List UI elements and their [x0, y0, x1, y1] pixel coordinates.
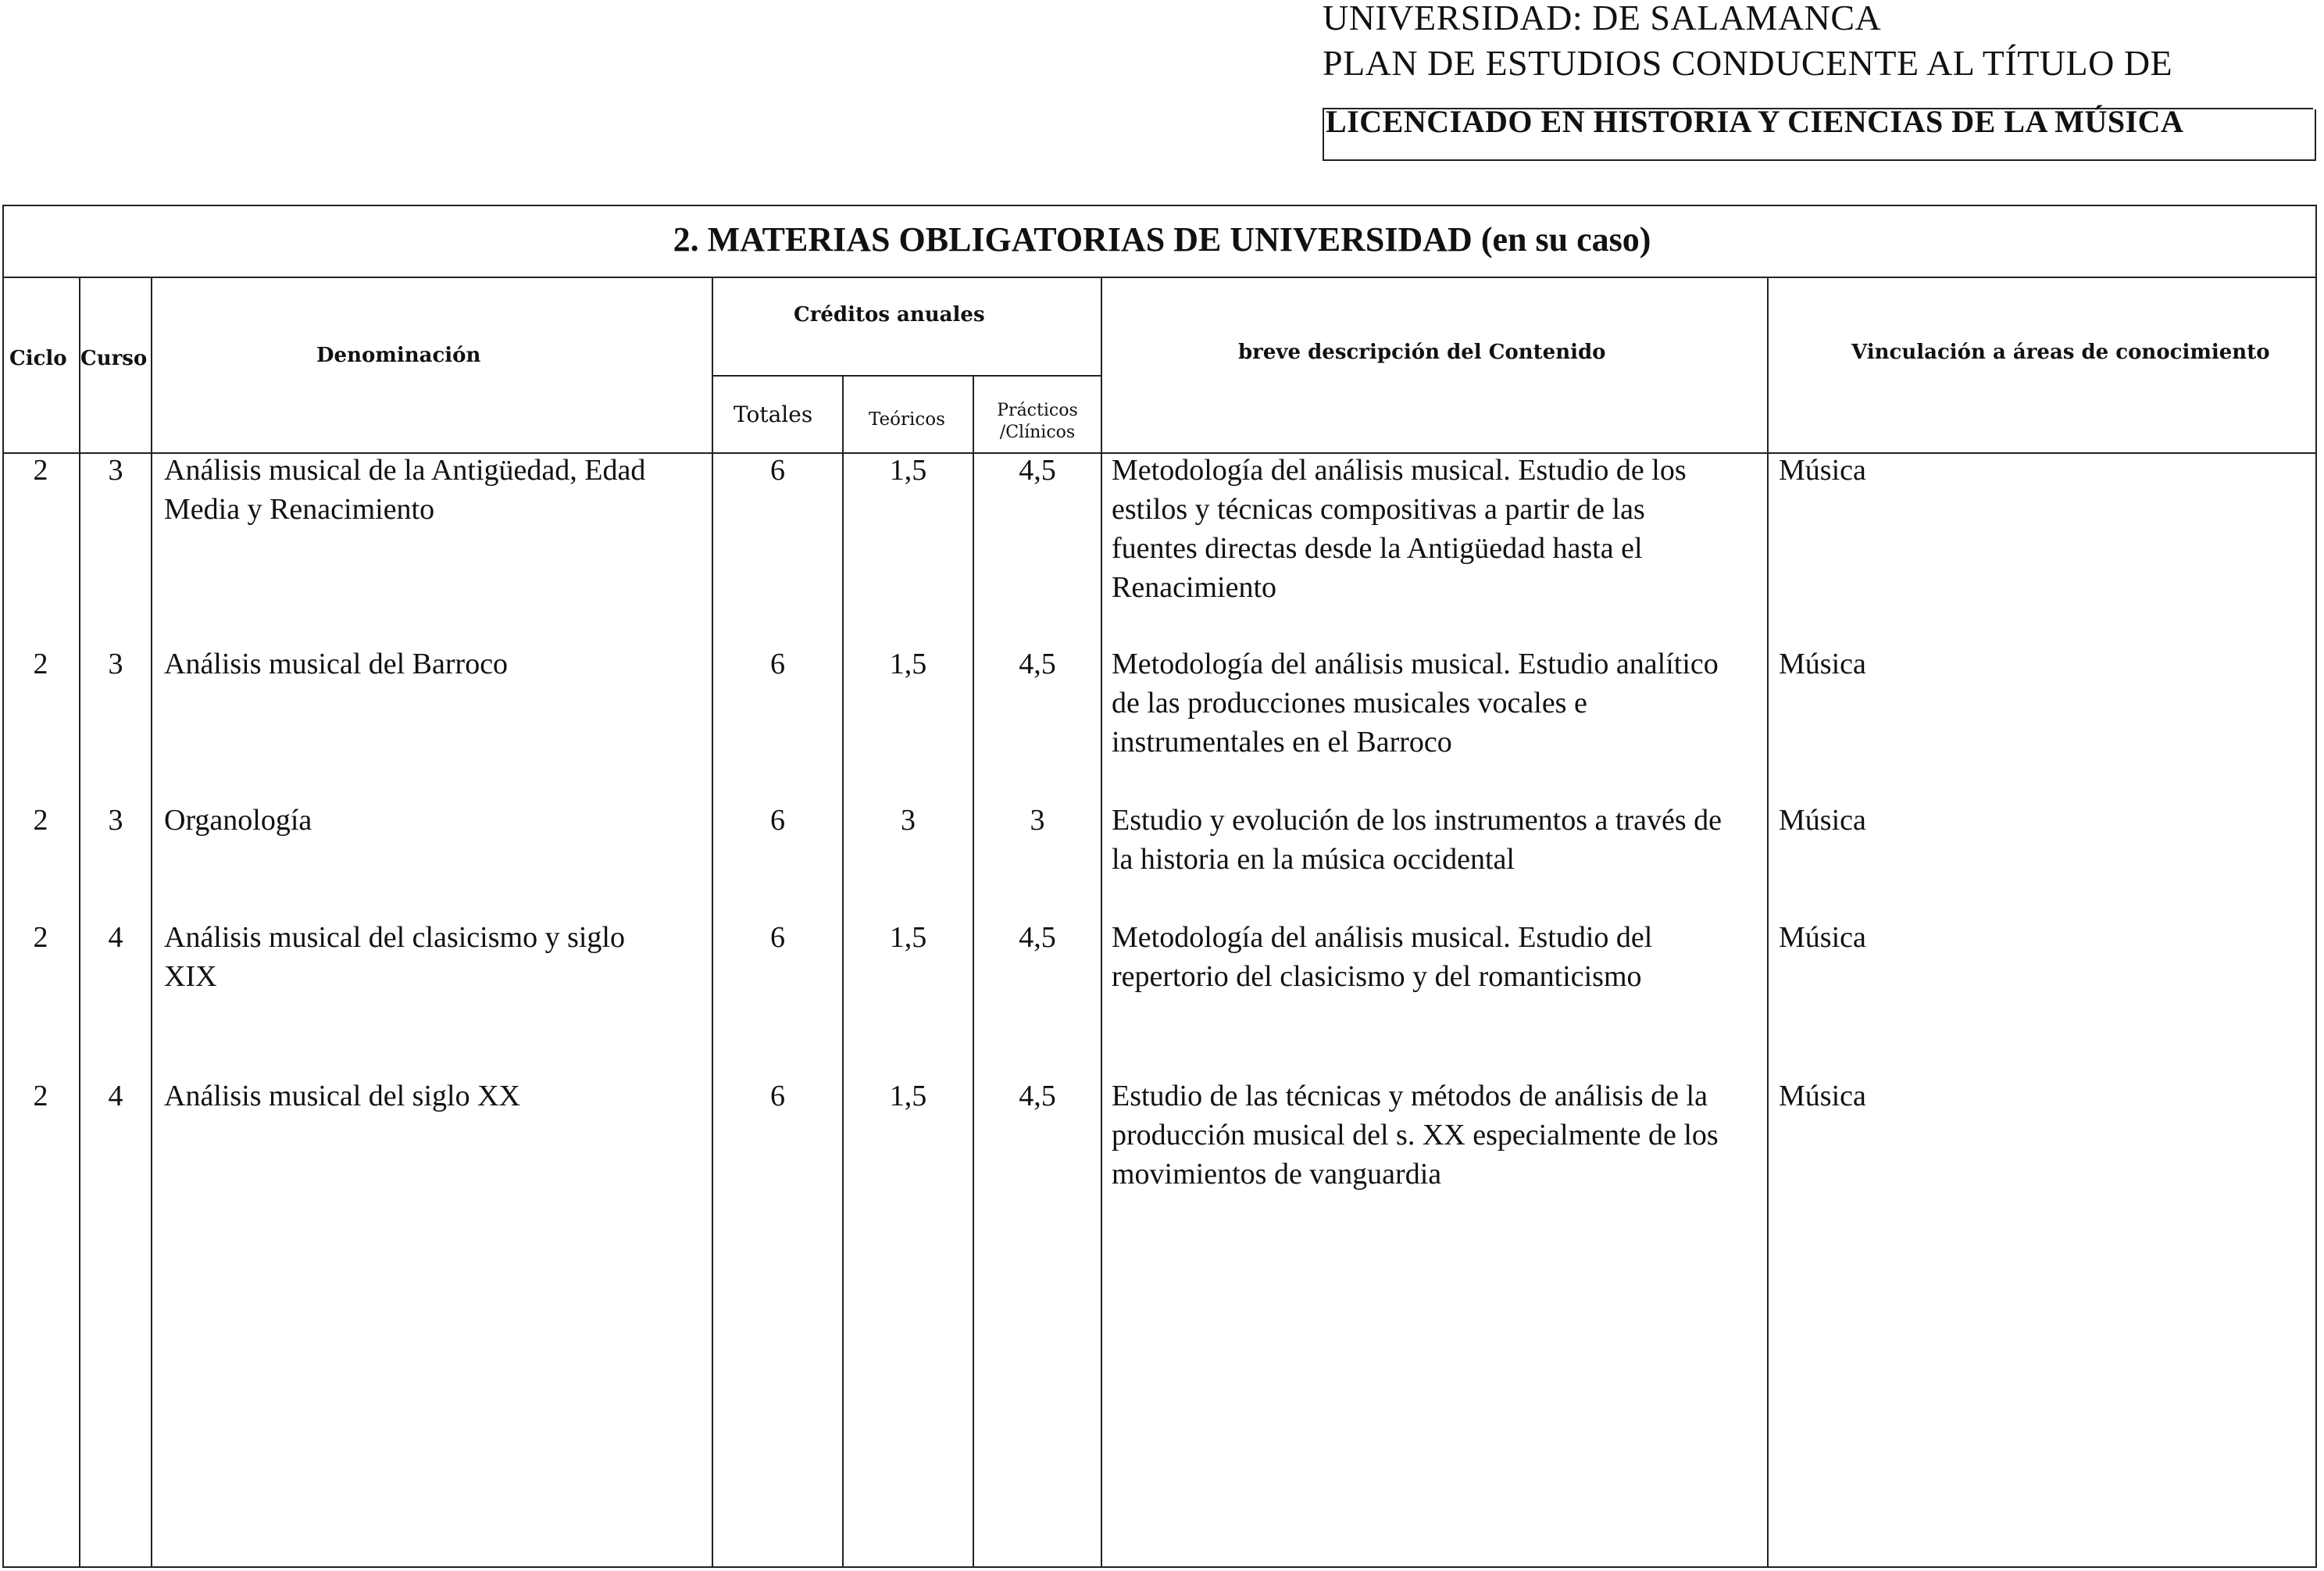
- cell-curso: 4: [108, 921, 123, 954]
- cell-ciclo: 2: [33, 1080, 48, 1112]
- header-descripcion: breve descripción del Contenido: [1238, 341, 1606, 364]
- cell-totales: 6: [770, 804, 785, 837]
- cell-curso: 3: [108, 648, 123, 680]
- cell-ciclo: 2: [33, 804, 48, 837]
- cell-descripcion-line: la historia en la música occidental: [1112, 843, 1515, 876]
- cell-teoricos: 1,5: [889, 1080, 927, 1112]
- header-teoricos: Teóricos: [869, 409, 945, 430]
- cell-ciclo: 2: [33, 454, 48, 487]
- cell-descripcion-line: repertorio del clasicismo y del romanticismo: [1112, 960, 1642, 993]
- cell-descripcion: [1112, 451, 1764, 607]
- header-ciclo: Ciclo: [9, 347, 67, 370]
- header-creditos: Créditos anuales: [794, 303, 985, 327]
- cell-denominacion: [164, 918, 711, 996]
- col-divider-descripcion: [1767, 277, 1769, 1568]
- cell-denominacion: [164, 1076, 711, 1116]
- header-practicos: [974, 400, 1101, 444]
- cell-descripcion-line: Metodología del análisis musical. Estudio de los: [1112, 454, 1687, 487]
- cell-teoricos: 1,5: [889, 454, 927, 487]
- cell-curso: 3: [108, 804, 123, 837]
- cell-descripcion: [1112, 644, 1764, 762]
- col-divider-creditos: [1101, 277, 1102, 1568]
- cell-descripcion-line: Estudio de las técnicas y métodos de análisis de la: [1112, 1080, 1708, 1112]
- header-vinculacion: Vinculación a áreas de conocimiento: [1851, 341, 2270, 364]
- cell-descripcion: [1112, 1076, 1764, 1194]
- cell-descripcion: [1112, 918, 1764, 996]
- cell-teoricos: 3: [901, 804, 916, 837]
- cell-denominacion-line: Análisis musical del clasicismo y siglo: [164, 921, 625, 954]
- cell-denominacion-line: Análisis musical de la Antigüedad, Edad: [164, 454, 646, 487]
- cell-descripcion-line: Estudio y evolución de los instrumentos a través de: [1112, 804, 1722, 837]
- header-practicos-line2: /Clínicos: [999, 423, 1076, 442]
- cell-practicos: 4,5: [1019, 454, 1056, 487]
- plan-title: PLAN DE ESTUDIOS CONDUCENTE AL TÍTULO DE: [1323, 43, 2173, 83]
- cell-vinculacion: Música: [1779, 921, 1866, 954]
- cell-practicos: 3: [1030, 804, 1045, 837]
- subjects-table: [2, 205, 2317, 1568]
- header-denominacion: Denominación: [316, 344, 481, 367]
- col-divider-curso: [151, 277, 152, 1568]
- cell-ciclo: 2: [33, 648, 48, 680]
- cell-descripcion-line: estilos y técnicas compositivas a partir de las: [1112, 493, 1645, 526]
- cell-vinculacion: Música: [1779, 1080, 1866, 1112]
- cell-denominacion: [164, 451, 711, 529]
- cell-descripcion-line: Renacimiento: [1112, 571, 1277, 604]
- cell-descripcion: [1112, 801, 1764, 879]
- university-name: UNIVERSIDAD: DE SALAMANCA: [1323, 0, 1882, 37]
- col-divider-totales: [842, 375, 844, 1568]
- cell-totales: 6: [770, 648, 785, 680]
- cell-vinculacion: Música: [1779, 454, 1866, 487]
- cell-ciclo: 2: [33, 921, 48, 954]
- cell-teoricos: 1,5: [889, 648, 927, 680]
- cell-totales: 6: [770, 1080, 785, 1112]
- cell-descripcion-line: Metodología del análisis musical. Estudio del: [1112, 921, 1653, 954]
- cell-descripcion-line: movimientos de vanguardia: [1112, 1158, 1442, 1191]
- cell-descripcion-line: instrumentales en el Barroco: [1112, 726, 1452, 759]
- cell-teoricos: 1,5: [889, 921, 927, 954]
- creditos-separator: [712, 375, 1101, 377]
- cell-descripcion-line: fuentes directas desde la Antigüedad hasta el: [1112, 532, 1643, 565]
- cell-denominacion-line: XIX: [164, 960, 217, 993]
- cell-descripcion-line: de las producciones musicales vocales e: [1112, 687, 1587, 719]
- cell-denominacion-line: Análisis musical del Barroco: [164, 648, 509, 680]
- cell-denominacion-line: Organología: [164, 804, 312, 837]
- header-curso: Curso: [80, 347, 148, 370]
- cell-denominacion-line: Media y Renacimiento: [164, 493, 435, 526]
- section-title: 2. MATERIAS OBLIGATORIAS DE UNIVERSIDAD (en su caso): [673, 220, 1651, 259]
- degree-title: LICENCIADO EN HISTORIA Y CIENCIAS DE LA MÚSICA: [1326, 104, 2184, 139]
- cell-denominacion-line: Análisis musical del siglo XX: [164, 1080, 520, 1112]
- header-practicos-line1: Prácticos: [997, 401, 1078, 420]
- cell-practicos: 4,5: [1019, 648, 1056, 680]
- cell-denominacion: [164, 801, 711, 840]
- cell-totales: 6: [770, 921, 785, 954]
- cell-denominacion: [164, 644, 711, 684]
- col-divider-teoricos: [973, 375, 974, 1568]
- cell-practicos: 4,5: [1019, 921, 1056, 954]
- cell-vinculacion: Música: [1779, 804, 1866, 837]
- document-header: [1323, 0, 2172, 86]
- cell-descripcion-line: producción musical del s. XX especialmente de los: [1112, 1119, 1719, 1151]
- cell-totales: 6: [770, 454, 785, 487]
- cell-curso: 3: [108, 454, 123, 487]
- cell-curso: 4: [108, 1080, 123, 1112]
- cell-descripcion-line: Metodología del análisis musical. Estudio analítico: [1112, 648, 1719, 680]
- cell-practicos: 4,5: [1019, 1080, 1056, 1112]
- title-separator: [2, 277, 2317, 278]
- cell-vinculacion: Música: [1779, 648, 1866, 680]
- header-totales: Totales: [734, 402, 813, 427]
